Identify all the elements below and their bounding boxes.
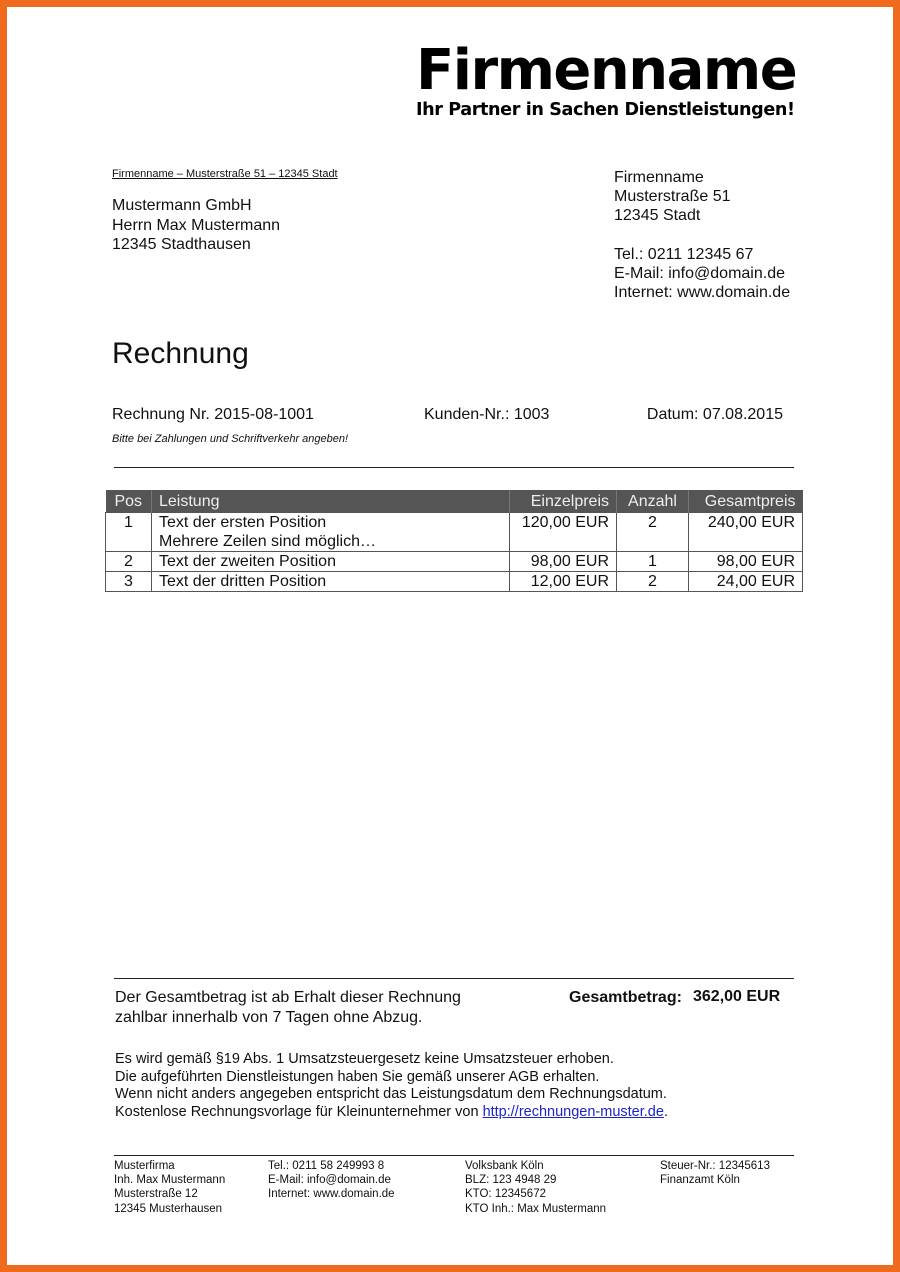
document-title: Rechnung xyxy=(112,337,249,370)
footer-line: 12345 Musterhausen xyxy=(114,1202,223,1215)
invoice-items-table xyxy=(105,490,803,592)
row-description-line: Mehrere Zeilen sind möglich… xyxy=(159,533,376,550)
company-city: 12345 Stadt xyxy=(614,207,701,225)
row-description-line: Text der zweiten Position xyxy=(159,553,336,570)
row-pos: 3 xyxy=(106,572,152,592)
divider xyxy=(114,467,794,468)
template-source-link[interactable]: http://rechnungen-muster.de xyxy=(482,1103,664,1120)
footer-line: BLZ: 123 4948 29 xyxy=(465,1174,557,1187)
column-header-quantity: Anzahl xyxy=(617,490,689,513)
note-line: Die aufgeführten Dienstleistungen haben Sie gemäß unserer AGB erhalten. xyxy=(115,1068,600,1085)
footer-line: Inh. Max Mustermann xyxy=(114,1174,226,1187)
column-header-unit-price: Einzelpreis xyxy=(510,490,617,513)
recipient-address xyxy=(112,196,280,255)
company-contact-block xyxy=(614,168,790,302)
row-total: 240,00 EUR xyxy=(689,513,803,552)
column-header-service: Leistung xyxy=(152,490,510,513)
table-row xyxy=(106,513,803,552)
footer-line: Tel.: 0211 58 249993 8 xyxy=(268,1160,385,1172)
note-line xyxy=(115,1104,668,1122)
company-phone: Tel.: 0211 12345 67 xyxy=(614,245,754,263)
row-pos: 1 xyxy=(106,513,152,552)
row-total: 24,00 EUR xyxy=(689,572,803,592)
footer-line: Musterfirma xyxy=(114,1160,175,1172)
row-total: 98,00 EUR xyxy=(689,552,803,572)
footer-line: Internet: www.domain.de xyxy=(268,1188,395,1201)
footer-company xyxy=(114,1159,225,1216)
sender-return-address: Firmenname – Musterstraße 51 – 12345 Stadt xyxy=(112,168,338,180)
company-name: Firmenname xyxy=(614,169,704,186)
row-description xyxy=(152,513,510,552)
invoice-date: Datum: 07.08.2015 xyxy=(646,406,783,423)
divider xyxy=(114,978,794,979)
row-unit-price: 120,00 EUR xyxy=(510,513,617,552)
row-quantity: 2 xyxy=(617,513,689,552)
recipient-person: Herrn Max Mustermann xyxy=(112,216,281,234)
footer-line: Finanzamt Köln xyxy=(660,1174,740,1187)
brand-tagline: Ihr Partner in Sachen Dienstleistungen! xyxy=(416,100,795,120)
footer-line: E-Mail: info@domain.de xyxy=(268,1174,391,1187)
grand-total-value: 362,00 EUR xyxy=(693,988,781,1005)
table-row xyxy=(106,572,803,592)
recipient-city: 12345 Stadthausen xyxy=(112,236,251,253)
footer-bank xyxy=(465,1159,606,1216)
note-line: Es wird gemäß §19 Abs. 1 Umsatzsteuergesetz keine Umsatzsteuer erhoben. xyxy=(115,1051,614,1067)
footer-line: Steuer-Nr.: 12345613 xyxy=(660,1160,770,1172)
company-website: Internet: www.domain.de xyxy=(614,284,791,302)
brand-title: Firmenname xyxy=(416,38,797,103)
row-description-line: Text der dritten Position xyxy=(159,573,327,590)
row-description xyxy=(152,552,510,572)
column-header-total-price: Gesamtpreis xyxy=(689,490,803,513)
brand-logo xyxy=(416,39,816,120)
row-description-line: Text der ersten Position xyxy=(159,514,327,531)
column-header-pos: Pos xyxy=(106,490,152,513)
row-quantity: 2 xyxy=(617,572,689,592)
footer-line: Musterstraße 12 xyxy=(114,1188,198,1201)
footer-contact xyxy=(268,1159,395,1202)
footer-line: KTO: 12345672 xyxy=(465,1188,546,1201)
note-line: Wenn nicht anders angegeben entspricht das Leistungsdatum dem Rechnungsdatum. xyxy=(115,1086,667,1103)
note-text: Kostenlose Rechnungsvorlage für Kleinunternehmer von xyxy=(115,1103,483,1120)
row-unit-price: 12,00 EUR xyxy=(510,572,617,592)
reference-hint: Bitte bei Zahlungen und Schriftverkehr angeben! xyxy=(112,433,349,445)
table-header-row xyxy=(106,490,803,513)
legal-notes xyxy=(115,1051,668,1121)
grand-total-label: Gesamtbetrag: xyxy=(569,989,682,1006)
table-row xyxy=(106,552,803,572)
customer-number: Kunden-Nr.: 1003 xyxy=(424,406,550,423)
payment-terms-line: Der Gesamtbetrag ist ab Erhalt dieser Rechnung xyxy=(115,989,461,1006)
divider xyxy=(114,1155,794,1156)
company-email: E-Mail: info@domain.de xyxy=(614,264,785,282)
invoice-number: Rechnung Nr. 2015-08-1001 xyxy=(112,406,314,423)
footer-tax xyxy=(660,1159,770,1187)
footer-line: KTO Inh.: Max Mustermann xyxy=(465,1202,607,1215)
row-description xyxy=(152,572,510,592)
payment-terms xyxy=(115,988,461,1027)
row-quantity: 1 xyxy=(617,552,689,572)
footer-line: Volksbank Köln xyxy=(465,1160,544,1172)
company-street: Musterstraße 51 xyxy=(614,188,731,206)
row-pos: 2 xyxy=(106,552,152,572)
recipient-company: Mustermann GmbH xyxy=(112,197,252,214)
payment-terms-line: zahlbar innerhalb von 7 Tagen ohne Abzug. xyxy=(115,1008,423,1026)
row-unit-price: 98,00 EUR xyxy=(510,552,617,572)
note-text: . xyxy=(663,1103,668,1120)
